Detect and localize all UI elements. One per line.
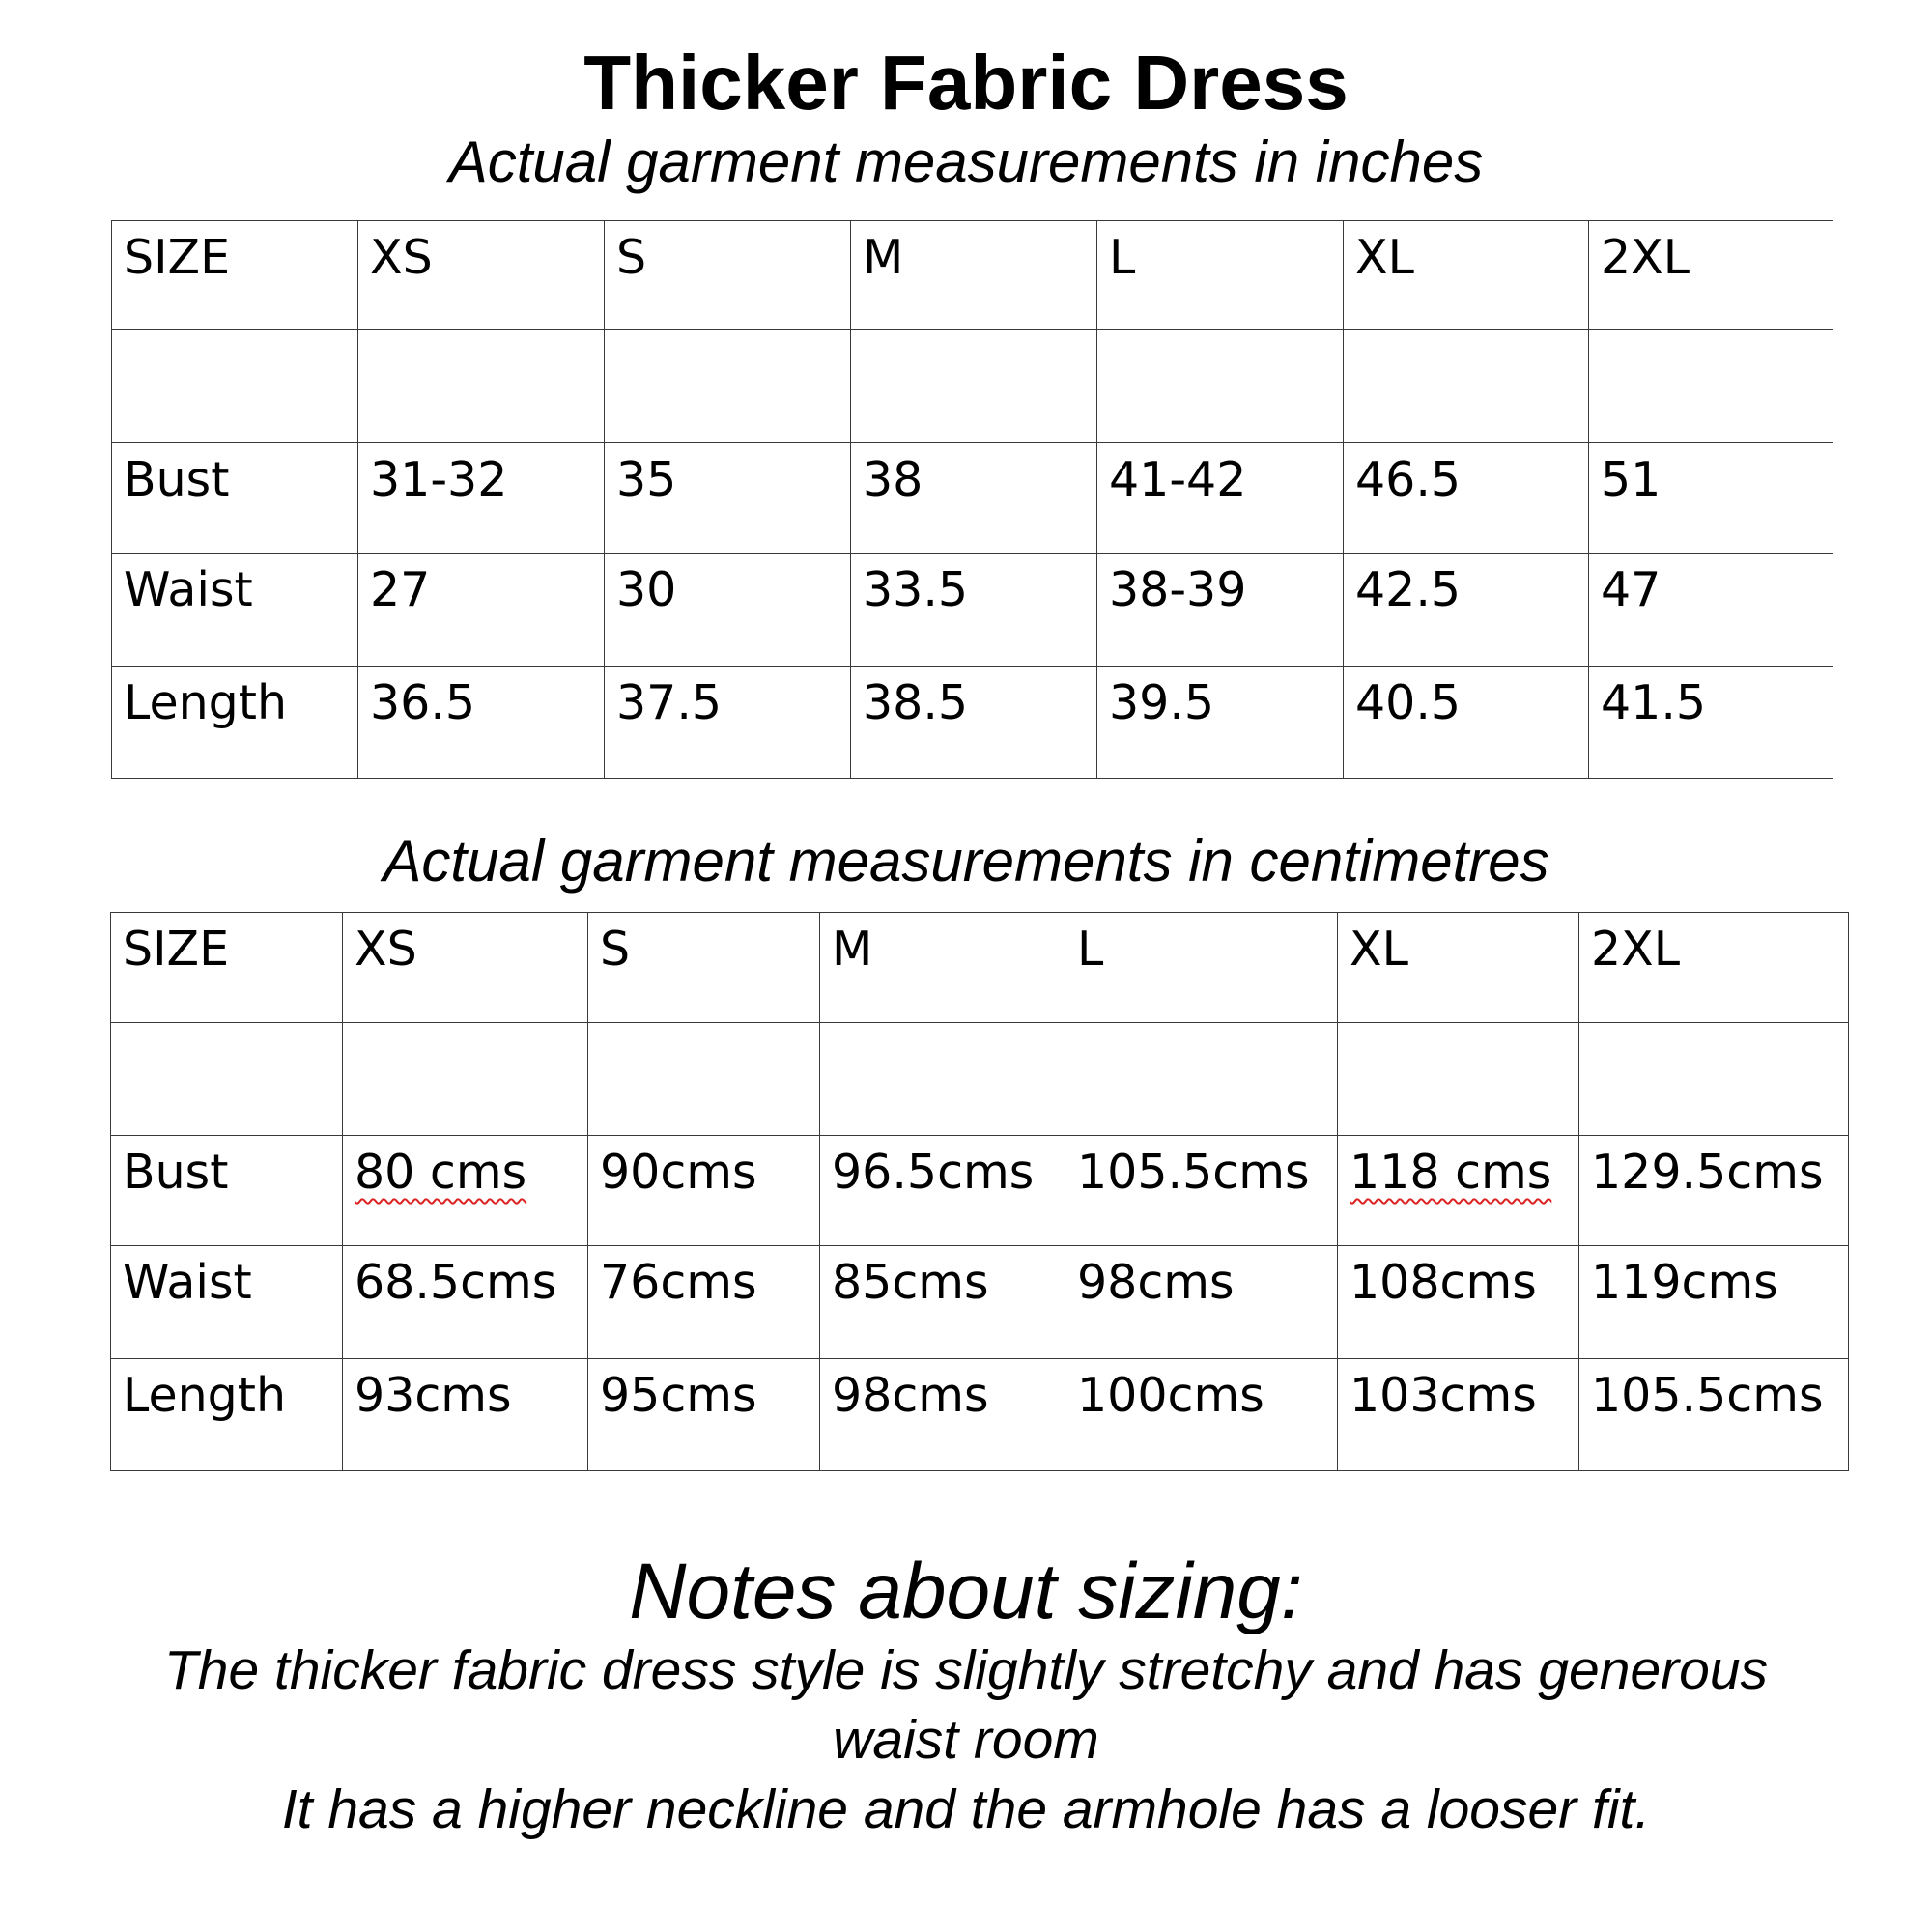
header-cell: M [851,221,1097,330]
table-cell: 93cms [343,1359,588,1471]
table-cell: 37.5 [605,667,851,779]
header-cell: L [1065,913,1338,1023]
table-cell: 47 [1589,554,1833,667]
empty-cell [820,1023,1065,1136]
table-cell: 41.5 [1589,667,1833,779]
header-cell: SIZE [111,913,343,1023]
table-cell: 38.5 [851,667,1097,779]
centimetres-table-caption: Actual garment measurements in centimetres [383,829,1549,894]
table-cell: 35 [605,443,851,554]
empty-cell [358,330,605,443]
header-cell: XS [343,913,588,1023]
row-label: Waist [112,554,358,667]
empty-cell [1579,1023,1849,1136]
table-cell: 129.5cms [1579,1136,1849,1246]
table-cell: 40.5 [1344,667,1589,779]
empty-cell [343,1023,588,1136]
table-cell: 95cms [588,1359,820,1471]
table-blank-row [111,1023,1849,1136]
header-cell: L [1097,221,1344,330]
header-cell: 2XL [1579,913,1849,1023]
empty-cell [1097,330,1344,443]
table-row [112,554,1833,667]
table-row [111,1359,1849,1471]
empty-cell [588,1023,820,1136]
empty-cell [111,1023,343,1136]
row-label: Bust [111,1136,343,1246]
table-cell: 31-32 [358,443,605,554]
table-cell: 39.5 [1097,667,1344,779]
notes-heading: Notes about sizing: [629,1548,1303,1635]
header-cell: S [605,221,851,330]
header-cell: XL [1338,913,1579,1023]
empty-cell [1065,1023,1338,1136]
table-row [112,443,1833,554]
table-cell: 42.5 [1344,554,1589,667]
table-row [111,1246,1849,1359]
header-cell: M [820,913,1065,1023]
table-cell: 96.5cms [820,1136,1065,1246]
empty-cell [1338,1023,1579,1136]
table-cell: 27 [358,554,605,667]
row-label: Length [111,1359,343,1471]
table-cell: 103cms [1338,1359,1579,1471]
table-cell: 38 [851,443,1097,554]
table-cell: 98cms [820,1359,1065,1471]
table-cell: 108cms [1338,1246,1579,1359]
row-label: Length [112,667,358,779]
table-cell: 33.5 [851,554,1097,667]
header-cell: XL [1344,221,1589,330]
note-line: The thicker fabric dress style is slightly stretchy and has generous [163,1639,1769,1701]
table-cell: 36.5 [358,667,605,779]
table-cell: 68.5cms [343,1246,588,1359]
table-cell: 30 [605,554,851,667]
empty-cell [1344,330,1589,443]
table-cell: 90cms [588,1136,820,1246]
table-cell [343,1136,588,1246]
row-label: Waist [111,1246,343,1359]
spellcheck-flagged-text: 118 cms [1350,1145,1552,1200]
header-cell: S [588,913,820,1023]
table-cell: 46.5 [1344,443,1589,554]
table-blank-row [112,330,1833,443]
table-cell: 105.5cms [1065,1136,1338,1246]
header-cell: XS [358,221,605,330]
table-cell: 98cms [1065,1246,1338,1359]
empty-cell [1589,330,1833,443]
table-cell: 100cms [1065,1359,1338,1471]
note-line: It has a higher neckline and the armhole has a looser fit. [281,1778,1651,1840]
header-cell: SIZE [112,221,358,330]
table-cell: 51 [1589,443,1833,554]
inches-size-table [111,220,1833,779]
note-line: waist room [833,1709,1099,1771]
table-cell: 38-39 [1097,554,1344,667]
empty-cell [112,330,358,443]
empty-cell [605,330,851,443]
empty-cell [851,330,1097,443]
centimetres-size-table [110,912,1849,1471]
table-row [112,667,1833,779]
table-header-row [111,913,1849,1023]
table-cell: 105.5cms [1579,1359,1849,1471]
inches-table-caption: Actual garment measurements in inches [448,129,1484,194]
table-cell: 41-42 [1097,443,1344,554]
row-label: Bust [112,443,358,554]
table-cell: 85cms [820,1246,1065,1359]
table-row [111,1136,1849,1246]
table-cell [1338,1136,1579,1246]
spellcheck-flagged-text: 80 cms [355,1145,527,1200]
page-title: Thicker Fabric Dress [583,40,1349,126]
table-cell: 76cms [588,1246,820,1359]
header-cell: 2XL [1589,221,1833,330]
table-cell: 119cms [1579,1246,1849,1359]
table-header-row [112,221,1833,330]
